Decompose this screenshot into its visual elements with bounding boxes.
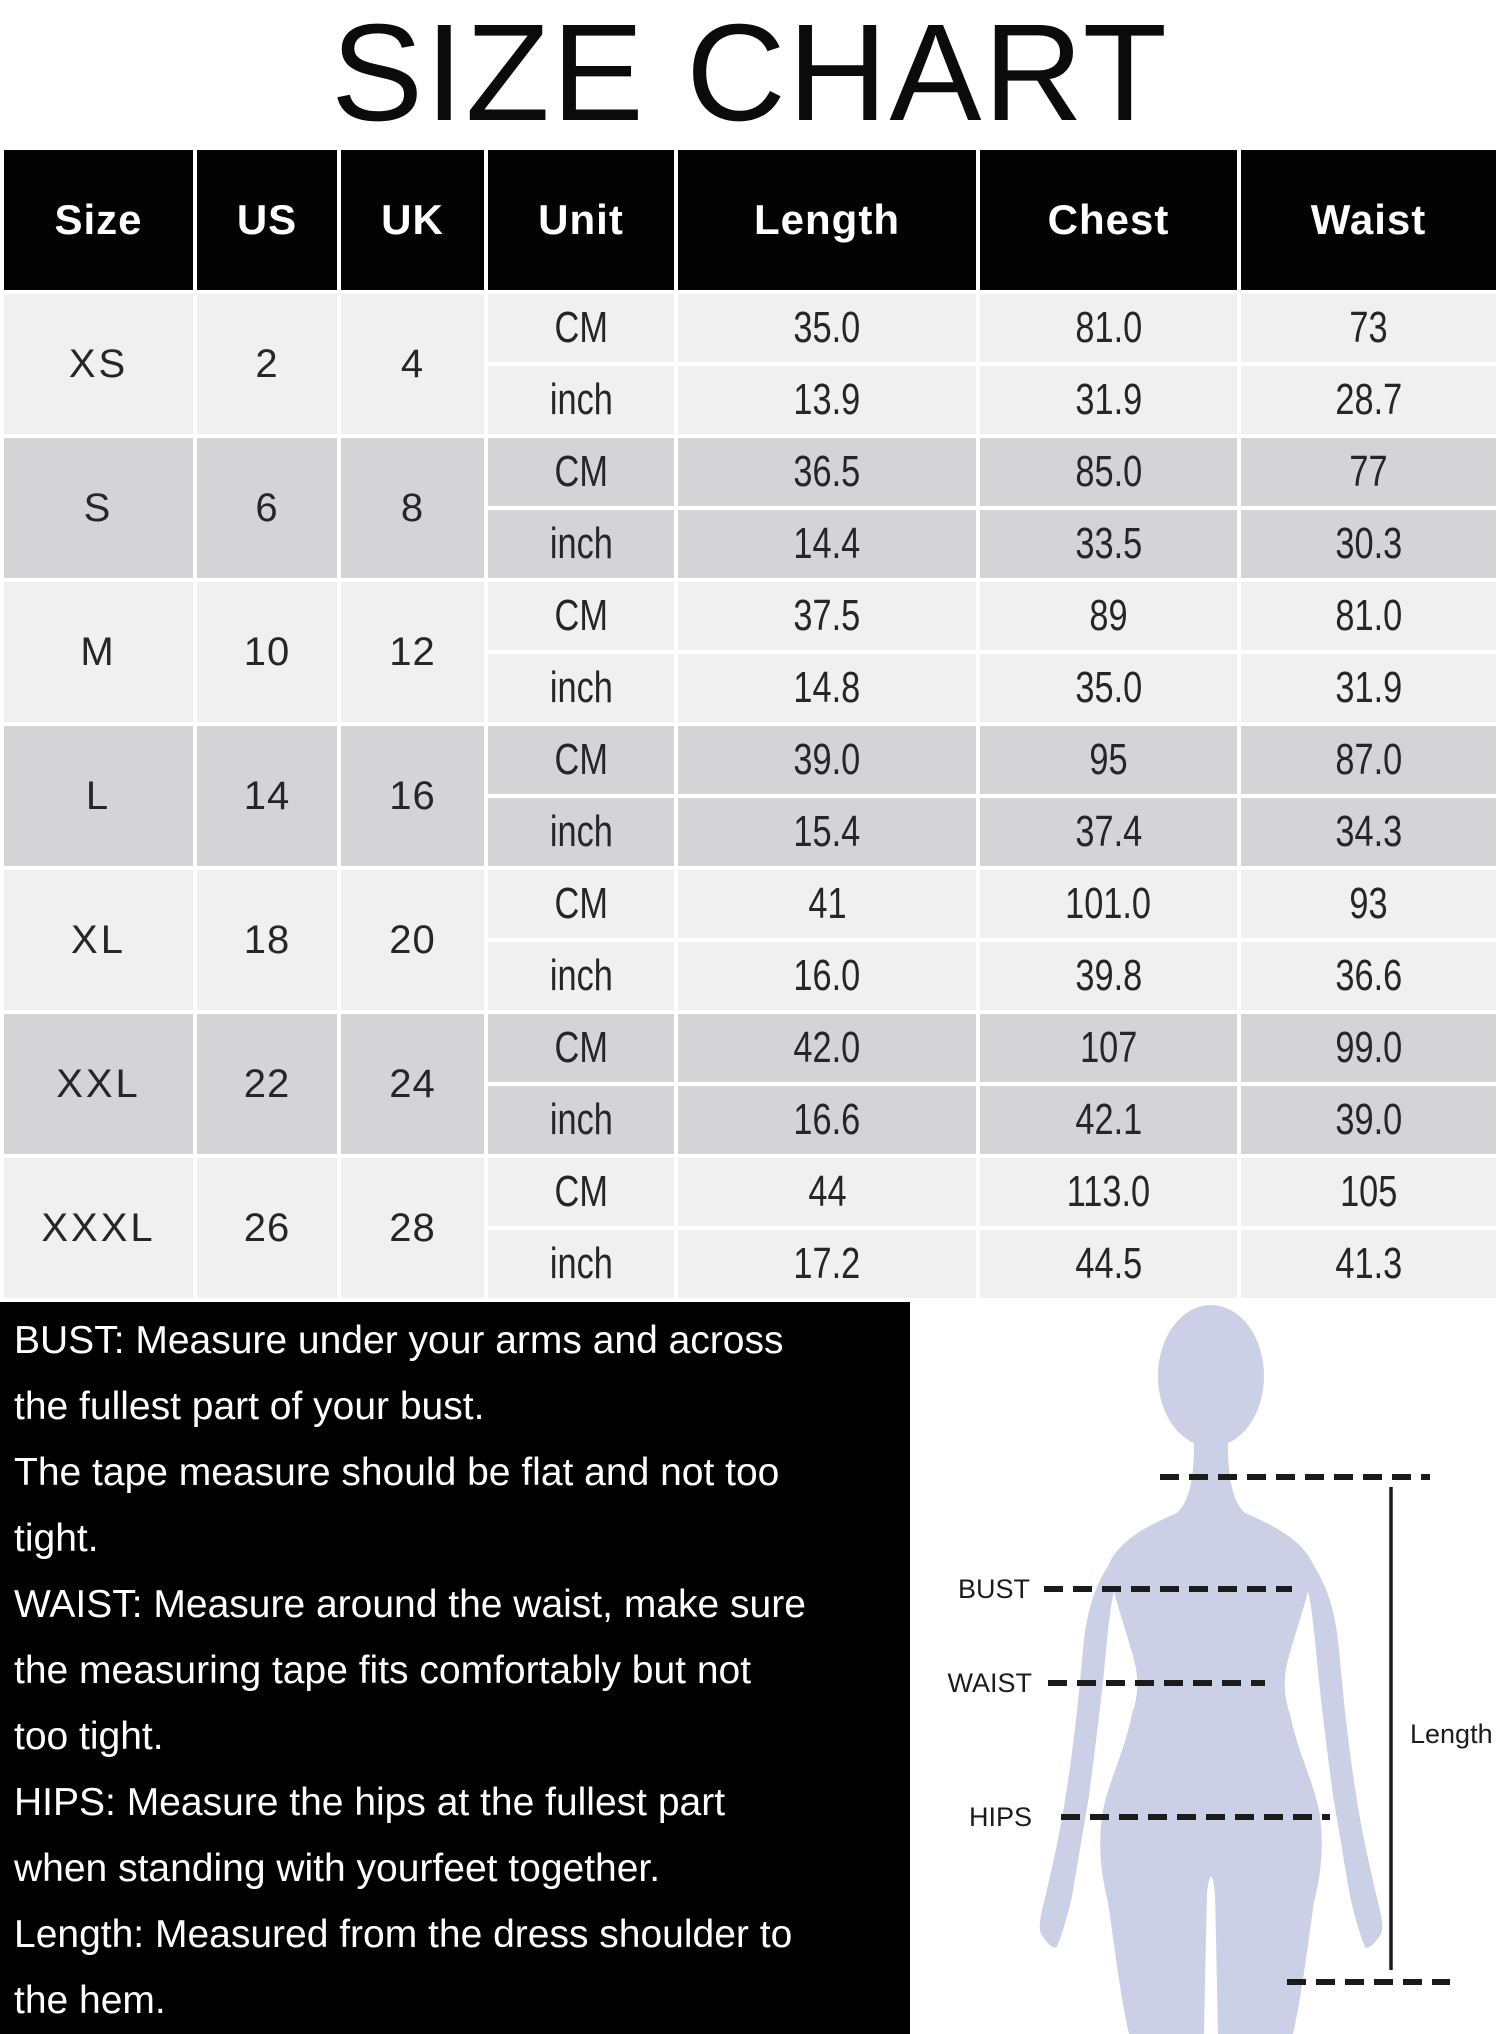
size-cell: M (4, 582, 193, 722)
cell-length-cm (678, 726, 976, 794)
cell-value: 17.2 (793, 1239, 861, 1288)
cell-waist-cm (1241, 582, 1496, 650)
cell-waist-inch (1241, 654, 1496, 722)
cell-waist-inch (1241, 366, 1496, 434)
cell-unit-cm (488, 870, 674, 938)
instruction-line: HIPS: Measure the hips at the fullest part (14, 1781, 726, 1824)
cell-value: 13.9 (793, 375, 861, 424)
instruction-line: the measuring tape fits comfortably but not (14, 1649, 752, 1692)
cell-unit-cm (488, 438, 674, 506)
cell-chest-inch (980, 1086, 1237, 1154)
cell-waist-inch (1241, 510, 1496, 578)
cell-value: 44.5 (1075, 1239, 1142, 1288)
cell-chest-cm (980, 726, 1237, 794)
cell-value: 37.5 (793, 591, 861, 640)
header-length: Length (678, 150, 976, 290)
cell-value: 16.6 (793, 1095, 861, 1144)
cell-value: 30.3 (1335, 519, 1402, 568)
instruction-line: when standing with yourfeet together. (14, 1847, 661, 1890)
cell-waist-cm (1241, 1014, 1496, 1082)
cell-chest-cm (980, 582, 1237, 650)
cell-value: 15.4 (793, 807, 861, 856)
hips-label: HIPS (968, 1802, 1032, 1832)
size-cell: XXL (4, 1014, 193, 1154)
instruction-line: the fullest part of your bust. (14, 1385, 485, 1428)
size-cell: XS (4, 294, 193, 434)
cell-value: 99.0 (1335, 1023, 1402, 1072)
page-title: SIZE CHART (331, 0, 1169, 150)
cell-length-inch (678, 798, 976, 866)
uk-cell: 8 (341, 438, 484, 578)
size-table-body (4, 294, 1496, 1298)
header-size: Size (4, 150, 193, 290)
cell-value: 101.0 (1065, 879, 1152, 928)
cell-unit-inch (488, 798, 674, 866)
cell-value: 36.5 (793, 447, 861, 496)
size-table (0, 146, 1500, 1302)
size-cell: XXXL (4, 1158, 193, 1298)
cell-value: 33.5 (1075, 519, 1142, 568)
size-cell: L (4, 726, 193, 866)
cell-value: 31.9 (1075, 375, 1142, 424)
size-table-header (4, 150, 1496, 290)
cell-value: 16.0 (793, 951, 861, 1000)
cell-value: 105 (1339, 1167, 1398, 1216)
instruction-line: The tape measure should be flat and not too (14, 1451, 780, 1494)
us-cell: 22 (197, 1014, 337, 1154)
uk-cell: 28 (341, 1158, 484, 1298)
cell-value: inch (549, 1239, 613, 1288)
cell-value: CM (554, 303, 608, 352)
cell-value: 36.6 (1335, 951, 1402, 1000)
cell-value: 89 (1089, 591, 1128, 640)
cell-value: 39.0 (793, 735, 861, 784)
us-cell: 14 (197, 726, 337, 866)
cell-chest-cm (980, 1158, 1237, 1226)
cell-chest-cm (980, 870, 1237, 938)
cell-unit-inch (488, 366, 674, 434)
cell-value: 93 (1349, 879, 1388, 928)
cell-unit-cm (488, 1158, 674, 1226)
cell-unit-cm (488, 294, 674, 362)
cell-value: CM (554, 1023, 608, 1072)
us-cell: 10 (197, 582, 337, 722)
cell-value: CM (554, 735, 608, 784)
cell-value: 41 (807, 879, 847, 928)
cell-length-inch (678, 1230, 976, 1298)
instruction-line: Length: Measured from the dress shoulder to (14, 1913, 793, 1956)
cell-unit-cm (488, 582, 674, 650)
header-waist: Waist (1241, 150, 1496, 290)
cell-value: 28.7 (1335, 375, 1402, 424)
cell-unit-inch (488, 1086, 674, 1154)
cell-value: inch (549, 1095, 613, 1144)
cell-value: 39.8 (1075, 951, 1142, 1000)
cell-value: 34.3 (1335, 807, 1402, 856)
uk-cell: 16 (341, 726, 484, 866)
cell-length-inch (678, 366, 976, 434)
title-bar (0, 0, 1500, 150)
length-label: Length (1410, 1719, 1493, 1749)
instruction-line: the hem. (14, 1979, 166, 2022)
cell-value: 73 (1349, 303, 1388, 352)
cell-length-inch (678, 942, 976, 1010)
body-silhouette-figure (910, 1302, 1500, 2034)
cell-value: 14.4 (793, 519, 861, 568)
instruction-line: too tight. (14, 1715, 164, 1758)
cell-value: 42.0 (793, 1023, 861, 1072)
cell-value: 77 (1349, 447, 1388, 496)
cell-length-inch (678, 510, 976, 578)
cell-unit-cm (488, 1014, 674, 1082)
cell-value: 35.0 (793, 303, 861, 352)
uk-cell: 4 (341, 294, 484, 434)
cell-unit-inch (488, 1230, 674, 1298)
cell-value: CM (554, 591, 608, 640)
cell-unit-inch (488, 654, 674, 722)
cell-chest-cm (980, 1014, 1237, 1082)
uk-cell: 20 (341, 870, 484, 1010)
cell-length-inch (678, 654, 976, 722)
instruction-line: BUST: Measure under your arms and across (14, 1319, 784, 1362)
cell-chest-inch (980, 1230, 1237, 1298)
cell-waist-inch (1241, 1230, 1496, 1298)
cell-length-cm (678, 438, 976, 506)
bottom-section (0, 1302, 1500, 2034)
cell-value: inch (549, 807, 613, 856)
cell-length-cm (678, 582, 976, 650)
cell-value: 95 (1089, 735, 1128, 784)
right-arm (1306, 1566, 1382, 1948)
size-row-s-cm (4, 438, 1496, 506)
cell-length-cm (678, 1014, 976, 1082)
header-uk: UK (341, 150, 484, 290)
cell-chest-inch (980, 654, 1237, 722)
size-row-m-cm (4, 582, 1496, 650)
female-silhouette (1040, 1305, 1382, 2034)
cell-length-cm (678, 870, 976, 938)
cell-unit-cm (488, 726, 674, 794)
uk-cell: 24 (341, 1014, 484, 1154)
left-arm (1040, 1566, 1116, 1948)
cell-value: 35.0 (1075, 663, 1142, 712)
cell-value: 14.8 (793, 663, 861, 712)
cell-value: inch (549, 375, 613, 424)
cell-value: 81.0 (1075, 303, 1142, 352)
cell-chest-inch (980, 942, 1237, 1010)
header-row (4, 150, 1496, 290)
cell-length-cm (678, 294, 976, 362)
cell-value: CM (554, 879, 608, 928)
cell-unit-inch (488, 942, 674, 1010)
cell-value: 85.0 (1075, 447, 1142, 496)
header-us: US (197, 150, 337, 290)
cell-value: 31.9 (1335, 663, 1402, 712)
size-row-xl-cm (4, 870, 1496, 938)
cell-length-cm (678, 1158, 976, 1226)
size-row-xxl-cm (4, 1014, 1496, 1082)
cell-value: 39.0 (1335, 1095, 1402, 1144)
cell-value: 107 (1079, 1023, 1138, 1072)
measurement-instructions (0, 1302, 910, 2034)
cell-waist-cm (1241, 870, 1496, 938)
cell-value: CM (554, 447, 608, 496)
cell-value: inch (549, 663, 613, 712)
cell-chest-inch (980, 798, 1237, 866)
uk-cell: 12 (341, 582, 484, 722)
size-cell: XL (4, 870, 193, 1010)
cell-waist-inch (1241, 798, 1496, 866)
bust-label: BUST (957, 1574, 1030, 1604)
cell-value: 113.0 (1066, 1167, 1151, 1216)
cell-value: 42.1 (1075, 1095, 1142, 1144)
us-cell: 6 (197, 438, 337, 578)
size-cell: S (4, 438, 193, 578)
cell-waist-inch (1241, 942, 1496, 1010)
cell-chest-inch (980, 366, 1237, 434)
cell-waist-inch (1241, 1086, 1496, 1154)
cell-value: inch (549, 519, 613, 568)
cell-value: inch (549, 951, 613, 1000)
size-row-xs-cm (4, 294, 1496, 362)
cell-unit-inch (488, 510, 674, 578)
us-cell: 26 (197, 1158, 337, 1298)
instruction-line: tight. (14, 1517, 99, 1560)
cell-value: 81.0 (1335, 591, 1402, 640)
us-cell: 2 (197, 294, 337, 434)
cell-waist-cm (1241, 438, 1496, 506)
header-chest: Chest (980, 150, 1237, 290)
cell-length-inch (678, 1086, 976, 1154)
us-cell: 18 (197, 870, 337, 1010)
cell-value: 87.0 (1335, 735, 1402, 784)
cell-value: 44 (807, 1167, 847, 1216)
cell-value: 41.3 (1335, 1239, 1402, 1288)
cell-value: CM (554, 1167, 608, 1216)
size-row-xxxl-cm (4, 1158, 1496, 1226)
measurement-figure-area (910, 1302, 1500, 2034)
waist-label: WAIST (947, 1668, 1032, 1698)
cell-chest-inch (980, 510, 1237, 578)
instruction-line: WAIST: Measure around the waist, make sure (14, 1583, 806, 1626)
cell-chest-cm (980, 294, 1237, 362)
cell-chest-cm (980, 438, 1237, 506)
cell-waist-cm (1241, 294, 1496, 362)
cell-waist-cm (1241, 1158, 1496, 1226)
size-row-l-cm (4, 726, 1496, 794)
cell-value: 37.4 (1075, 807, 1142, 856)
cell-waist-cm (1241, 726, 1496, 794)
header-unit: Unit (488, 150, 674, 290)
